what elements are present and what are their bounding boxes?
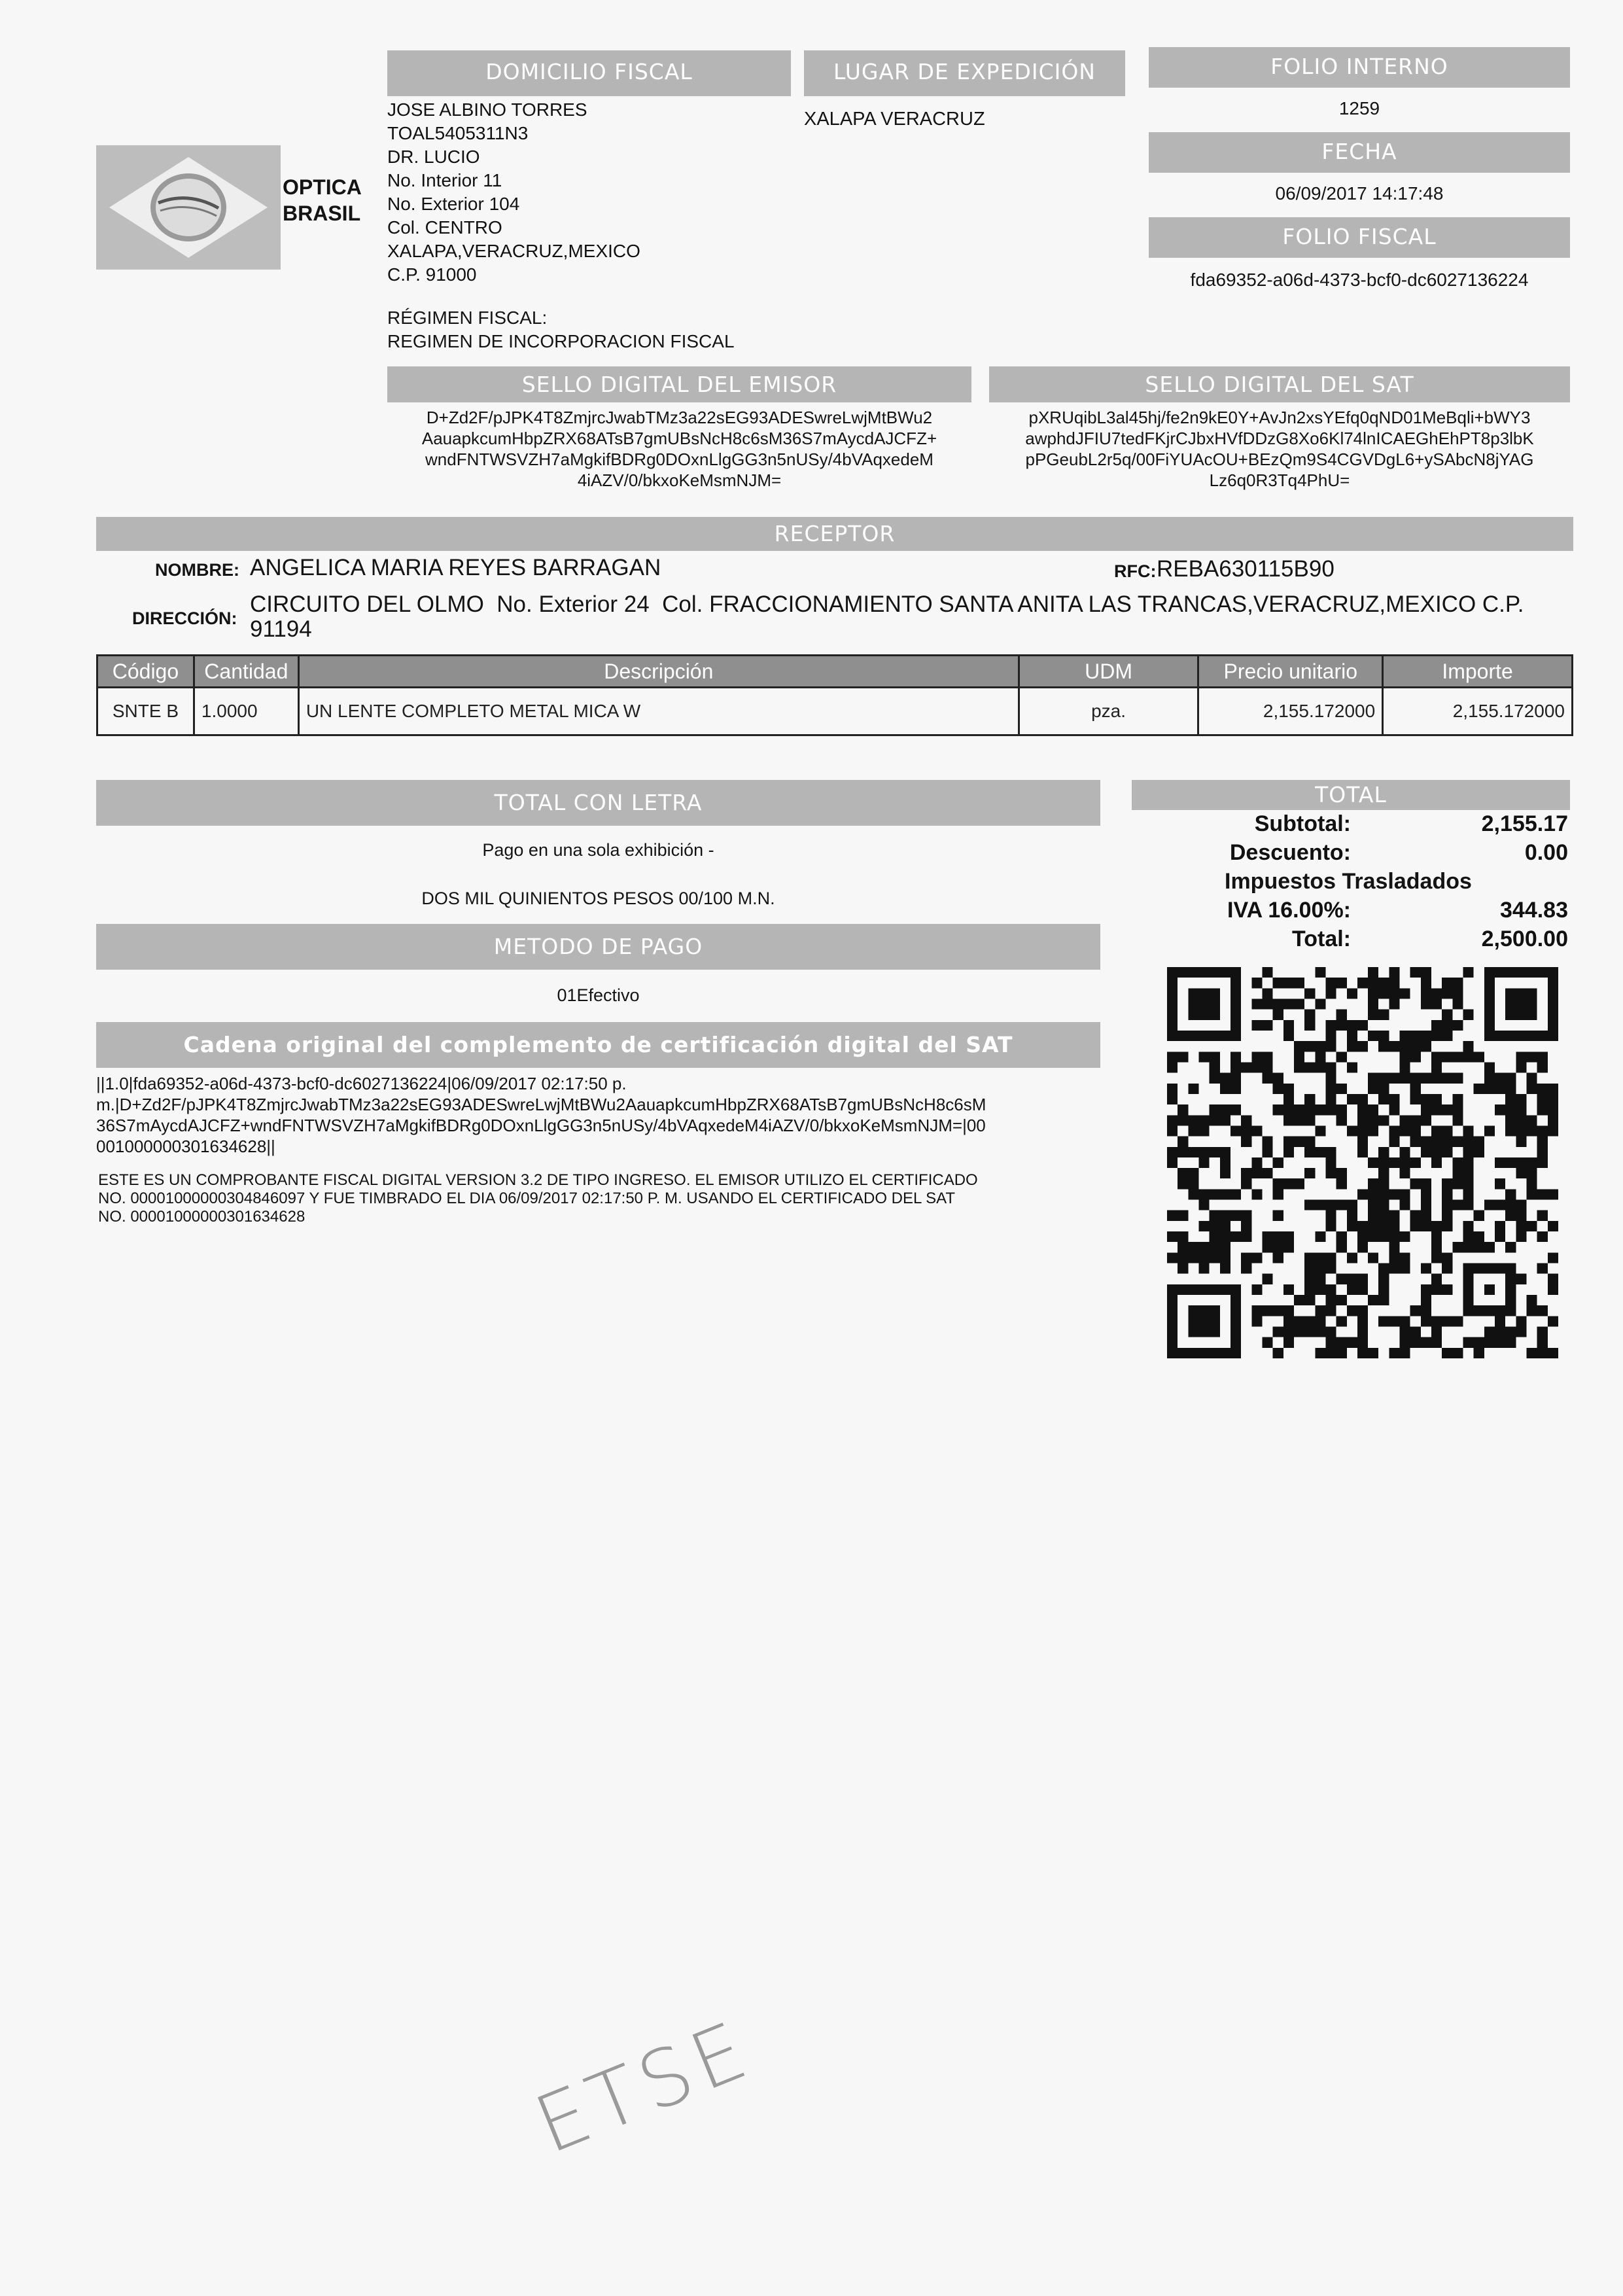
emisor-line: No. Exterior 104 [387, 194, 520, 214]
totales-header: TOTAL [1132, 780, 1570, 810]
metodo-pago-value: 01Efectivo [557, 985, 640, 1005]
subtotal-label: Subtotal: [1254, 811, 1351, 836]
total-value: 2,500.00 [1481, 927, 1568, 951]
regimen-label: RÉGIMEN FISCAL: [387, 308, 548, 328]
cell-precio: 2,155.172000 [1198, 688, 1383, 735]
total-label: Total: [1291, 927, 1351, 951]
table-header-row [97, 656, 1573, 688]
logo-text-brasil: BRASIL [283, 202, 361, 225]
emisor-line: TOAL5405311N3 [387, 123, 529, 143]
sello-sat-value: pXRUqibL3al45hj/fe2n9kE0Y+AvJn2xsYEfq0qND01MeBqli+bWY3 awphdJFIU7tedFKjrCJbxHVfDDzG8Xo6Kl74lnICAEGhEhPT8p3lbK pPGeubL2r5q/00FiYUAcOU+BEzQm9S4CGVDgL6+ySAbcN8jYAG Lz6q0R3Tq4PhU= [1025, 408, 1534, 490]
pago-exhibicion: Pago en una sola exhibición - [482, 840, 714, 860]
folio-fiscal-value: fda69352-a06d-4373-bcf0-dc6027136224 [1190, 270, 1529, 290]
domicilio-fiscal-header: DOMICILIO FISCAL [387, 50, 791, 96]
total-letra-header: TOTAL CON LETRA [96, 780, 1100, 826]
emisor-line: JOSE ALBINO TORRES [387, 99, 587, 120]
col-header-udm: UDM [1019, 656, 1198, 688]
nombre-value: ANGELICA MARIA REYES BARRAGAN [250, 555, 661, 580]
col-header-precio: Precio unitario [1198, 656, 1383, 688]
col-header-importe: Importe [1383, 656, 1573, 688]
col-header-codigo: Código [97, 656, 194, 688]
emisor-line: No. Interior 11 [387, 170, 502, 190]
company-logo [96, 145, 281, 270]
fecha-header: FECHA [1149, 132, 1570, 173]
nombre-label: NOMBRE: [155, 560, 239, 580]
cell-udm: pza. [1019, 688, 1198, 735]
impuestos-trasladados-label: Impuestos Trasladados [1225, 869, 1472, 894]
cadena-original-header: Cadena original del complemento de certificación digital del SAT [96, 1022, 1100, 1068]
col-header-descripcion: Descripción [298, 656, 1019, 688]
emisor-address [387, 98, 640, 287]
emisor-line: Col. CENTRO [387, 217, 502, 238]
sello-sat-header: SELLO DIGITAL DEL SAT [989, 366, 1570, 402]
sello-emisor-value: D+Zd2F/pJPK4T8ZmjrcJwabTMz3a22sEG93ADESwreLwjMtBWu2 AauapkcumHbpZRX68ATsB7gmUBsNcH8c6sM36S7mAycdAJCFZ+ wndFNTWSVZH7aMgkifBDRg0DOxnLlgGG3n5nUSy/4bVAqxedeM 4iAZV/0/bkxoKeMsmNJM= [421, 408, 937, 490]
cell-cantidad: 1.0000 [194, 688, 298, 735]
leyenda-cfdi: ESTE ES UN COMPROBANTE FISCAL DIGITAL VERSION 3.2 DE TIPO INGRESO. EL EMISOR UTILIZO EL CERTIFICADO NO. 00001000000304846097 Y FUE TIMBRADO EL DIA 06/09/2017 02:17:50 P. M. USANDO EL CERTIFICADO DEL SAT NO. 00001000000301634628 [98, 1171, 978, 1226]
direccion-line1: CIRCUITO DEL OLMO No. Exterior 24 Col. FRACCIONAMIENTO SANTA ANITA LAS TRANCAS,VERACRUZ,MEXICO C.P. [250, 592, 1524, 617]
sello-emisor-header: SELLO DIGITAL DEL EMISOR [387, 366, 971, 402]
lugar-expedicion-value: XALAPA VERACRUZ [804, 109, 985, 130]
iva-label: IVA 16.00%: [1227, 898, 1351, 923]
cell-importe: 2,155.172000 [1383, 688, 1573, 735]
logo-text-optica: OPTICA [283, 175, 362, 199]
lugar-expedicion-header: LUGAR DE EXPEDICIÓN [804, 50, 1125, 96]
regimen-value: REGIMEN DE INCORPORACION FISCAL [387, 331, 735, 351]
descuento-label: Descuento: [1229, 840, 1351, 865]
folio-fiscal-header: FOLIO FISCAL [1149, 217, 1570, 258]
rfc-label: RFC: [1114, 561, 1157, 581]
emisor-line: XALAPA,VERACRUZ,MEXICO [387, 241, 640, 261]
emisor-line: C.P. 91000 [387, 264, 477, 285]
receptor-header: RECEPTOR [96, 517, 1573, 551]
cell-codigo: SNTE B [97, 688, 194, 735]
folio-interno-header: FOLIO INTERNO [1149, 47, 1570, 88]
metodo-pago-header: METODO DE PAGO [96, 924, 1100, 970]
handwritten-mark: ETSE [523, 2004, 765, 2172]
logo-emblem [96, 145, 281, 270]
total-letra-value: DOS MIL QUINIENTOS PESOS 00/100 M.N. [421, 889, 775, 908]
direccion-line2: 91194 [250, 616, 312, 642]
col-header-cantidad: Cantidad [194, 656, 298, 688]
folio-interno-value: 1259 [1338, 98, 1380, 118]
subtotal-value: 2,155.17 [1481, 811, 1568, 836]
iva-value: 344.83 [1500, 898, 1568, 923]
cadena-original-value: ||1.0|fda69352-a06d-4373-bcf0-dc6027136224|06/09/2017 02:17:50 p. m.|D+Zd2F/pJPK4T8ZmjrcJwabTMz3a22sEG93ADESwreLwjMtBWu2AauapkcumHbpZRX68ATsB7gmUBsNcH8c6sM 36S7mAycdAJCFZ+wndFNTWSVZH7aMgkifBDRg0DOxnLlgGG3n5nUSy/4bVAqxedeM4iAZV/0/bkxoKeMsmNJM=|00 001000000301634628|| [96, 1074, 986, 1156]
items-table [96, 654, 1573, 736]
qr-code [1164, 967, 1561, 1358]
fecha-value: 06/09/2017 14:17:48 [1275, 183, 1444, 203]
rfc-value: REBA630115B90 [1157, 556, 1335, 582]
direccion-label: DIRECCIÓN: [132, 609, 237, 628]
descuento-value: 0.00 [1524, 840, 1568, 865]
cell-descripcion: UN LENTE COMPLETO METAL MICA W [298, 688, 1019, 735]
table-row [97, 688, 1573, 735]
emisor-line: DR. LUCIO [387, 147, 480, 167]
